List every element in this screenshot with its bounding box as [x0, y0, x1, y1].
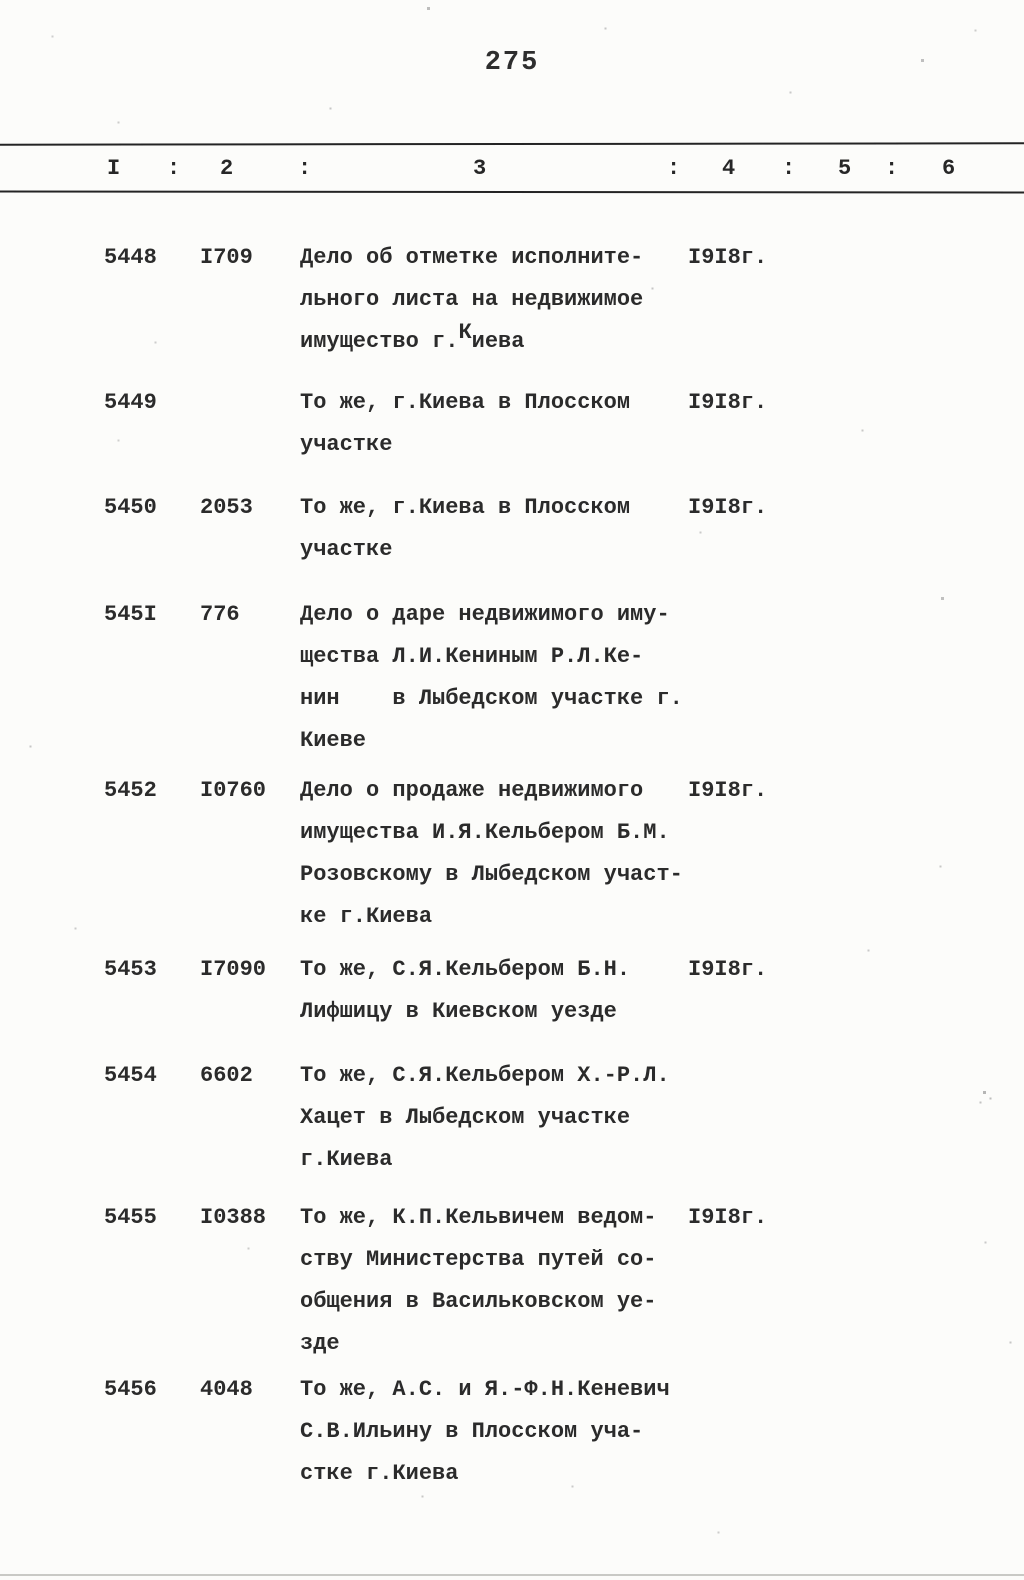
header-column-separator: : — [782, 156, 796, 181]
entry-description-line: щества Л.И.Кениным Р.Л.Ке- — [300, 644, 644, 669]
entry-description — [300, 382, 630, 466]
entry-description-line: ству Министерства путей со- — [300, 1247, 657, 1272]
entry-file-number: 6602 — [200, 1063, 253, 1088]
header-column-label: 5 — [838, 156, 852, 181]
entry-year: I9I8г. — [688, 778, 768, 803]
header-column-separator: : — [167, 156, 181, 181]
page-number: 275 — [484, 48, 540, 78]
header-column-label: I — [107, 156, 121, 181]
entry-file-number: I709 — [200, 245, 253, 270]
header-column-label: 3 — [473, 156, 487, 181]
entry-description-line: имущества И.Я.Кельбером Б.М. — [300, 820, 670, 845]
entry-description-line: То же, С.Я.Кельбером Б.Н. — [300, 957, 631, 982]
entry-description-line: Дело о даре недвижимого иму- — [300, 602, 670, 627]
entry-year: I9I8г. — [688, 957, 768, 982]
entry-description — [300, 1055, 670, 1181]
entry-description — [300, 237, 643, 363]
header-column-label: 4 — [722, 156, 736, 181]
entry-number: 5450 — [104, 495, 157, 520]
entry-description — [300, 1369, 670, 1495]
entry-file-number: I7090 — [200, 957, 267, 982]
entry-year: I9I8г. — [688, 245, 768, 270]
page-bottom-edge-line — [0, 1574, 1024, 1576]
entry-description-line: нин в Лыбедском участке г. — [300, 686, 683, 711]
description-superscript-letter: К — [458, 320, 472, 345]
entry-description — [300, 949, 630, 1033]
entry-description-line — [300, 321, 643, 363]
entry-number: 5452 — [104, 778, 157, 803]
entry-description-line: общения в Васильковском уе- — [300, 1289, 657, 1314]
entry-description-line: С.В.Ильину в Плосском уча- — [300, 1419, 644, 1444]
entry-description-line: То же, К.П.Кельвичем ведом- — [300, 1205, 657, 1230]
entry-description-line: То же, г.Киева в Плосском — [300, 390, 631, 415]
entry-number: 5449 — [104, 390, 157, 415]
entry-year: I9I8г. — [688, 1205, 768, 1230]
header-column-label: 2 — [220, 156, 234, 181]
entry-description-line: льного листа на недвижимое — [300, 287, 644, 312]
entry-description-line: Хацет в Лыбедском участке — [300, 1105, 631, 1130]
entry-number: 5453 — [104, 957, 157, 982]
entry-description-line: участке — [300, 432, 393, 457]
header-column-separator: : — [298, 156, 312, 181]
header-column-label: 6 — [942, 156, 956, 181]
entry-description — [300, 770, 683, 938]
entry-number: 5455 — [104, 1205, 157, 1230]
entry-description-line: Дело о продаже недвижимого — [300, 778, 644, 803]
entry-description-line: стке г.Киева — [300, 1461, 459, 1486]
entry-description-line: участке — [300, 537, 393, 562]
entry-file-number: 4048 — [200, 1377, 253, 1402]
entry-year: I9I8г. — [688, 390, 768, 415]
entry-description-line: То же, А.С. и Я.-Ф.Н.Кеневич — [300, 1377, 670, 1402]
entry-file-number: 776 — [200, 602, 240, 627]
header-column-separator: : — [667, 156, 681, 181]
entry-description-line: зде — [300, 1331, 340, 1356]
entry-description — [300, 594, 683, 762]
entry-file-number: I0388 — [200, 1205, 267, 1230]
header-column-separator: : — [885, 156, 899, 181]
entry-file-number: 2053 — [200, 495, 253, 520]
entry-number: 5448 — [104, 245, 157, 270]
entry-number: 5456 — [104, 1377, 157, 1402]
entry-description — [300, 1197, 656, 1365]
entry-description-line: Лифшицу в Киевском уезде — [300, 999, 617, 1024]
entry-year: I9I8г. — [688, 495, 768, 520]
entry-description-line: То же, г.Киева в Плосском — [300, 495, 631, 520]
entry-description-line: Розовскому в Лыбедском участ- — [300, 862, 683, 887]
entry-number: 5454 — [104, 1063, 157, 1088]
entry-description-line: ке г.Киева — [300, 904, 433, 929]
description-text-segment: имущество г. — [300, 329, 459, 354]
entry-file-number: I0760 — [200, 778, 267, 803]
entry-description-line: Киеве — [300, 728, 367, 753]
entry-number: 545I — [104, 602, 157, 627]
entry-description — [300, 487, 630, 571]
entry-description-line: То же, С.Я.Кельбером Х.-Р.Л. — [300, 1063, 670, 1088]
entry-description-line: г.Киева — [300, 1147, 393, 1172]
entry-description-line: Дело об отметке исполните- — [300, 245, 644, 270]
description-text-segment: иева — [471, 329, 525, 354]
